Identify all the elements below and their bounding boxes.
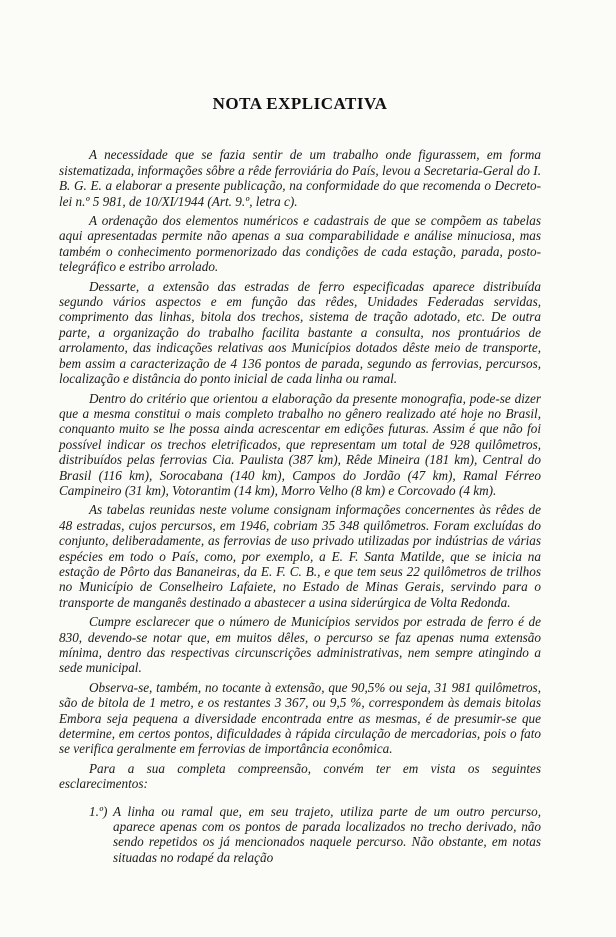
paragraph-6: Cumpre esclarecer que o número de Municípios servidos por estrada de ferro é de 830, devendo-se notar que, em muitos dêles, o percurso se faz apenas numa extensão mínima, dentro das respectivas circunscrições administrativas, nem sempre atingindo a sede municipal. (59, 614, 541, 676)
list-item-text: A linha ou ramal que, em seu trajeto, utiliza parte de um outro percurso, aparece apenas com os pontos de parada localizados no trecho derivado, não sendo repetidos os já mencionados naquele percurso. Não obstante, em notas situadas no rodapé da relação (113, 803, 541, 865)
paragraph-8: Para a sua completa compreensão, convém ter em vista os seguintes esclarecimentos: (59, 760, 541, 792)
paragraph-5: As tabelas reunidas neste volume consignam informações concernentes às rêdes de 48 estradas, cujos percursos, em 1946, cobriam 35 348 quilômetros. Foram excluídas do conjunto, deliberadamente, as ferrovias de uso privado utilizadas por indústrias de várias espécies em todo o País, como, por exemplo, a E. F. Santa Matilde, que se inicia na estação de Pôrto das Bananeiras, da E. F. C. B., e que tem seus 22 quilômetros de trilhos no Município de Conselheiro Lafaiete, no Estado de Minas Gerais, servindo para o transporte de manganês destinado a abastecer a usina siderúrgica de Volta Redonda. (59, 502, 541, 610)
paragraph-7: Observa-se, também, no tocante à extensão, que 90,5% ou seja, 31 981 quilômetros, são de bitola de 1 metro, e os restantes 3 367, ou 9,5 %, correspondem às demais bitolas Embora seja pequena a diversidade encontrada entre as mesmas, é de presumir-se que determine, em certos pontos, dificuldades à rápida circulação de mercadorias, pois o fato se verifica geralmente em ferrovias de importância econômica. (59, 679, 541, 757)
paragraph-2: A ordenação dos elementos numéricos e cadastrais de que se compõem as tabelas aqui apresentadas permite não apenas a sua comparabilidade e análise minuciosa, mas também o conhecimento pormenorizado das condições de cada estação, parada, posto-telegráfico e estribo arrolado. (59, 213, 541, 275)
document-title: NOTA EXPLICATIVA (212, 94, 388, 113)
document-page (59, 96, 541, 865)
paragraph-1: A necessidade que se fazia sentir de um trabalho onde figurassem, em forma sistematizada, informações sôbre a rêde ferroviária do País, levou a Secretaria-Geral do I. B. G. E. a elaborar a presente publicação, na conformidade do que recomenda o Decreto-lei n.º 5 981, de 10/XI/1944 (Art. 9.º, letra c). (59, 147, 541, 209)
list-item-number: 1.º) (89, 803, 108, 819)
paragraph-3: Dessarte, a extensão das estradas de ferro especificadas aparece distribuída segundo vários aspectos e em função das rêdes, Unidades Federadas servidas, comprimento das linhas, bitola dos trechos, sistema de tração adotado, etc. De outra parte, a organização do trabalho facilita bastante a consulta, nos prontuários de arrolamento, das indicações relativas aos Municípios dotados dêste meio de transporte, bem assim a caracterização de 4 136 pontos de parada, segundo as ferrovias, percursos, localização e distância do ponto inicial de cada linha ou ramal. (59, 278, 541, 387)
list-item-1 (59, 804, 541, 866)
paragraph-4: Dentro do critério que orientou a elaboração da presente monografia, pode-se dizer que a mesma constitui o mais completo trabalho no gênero realizado até hoje no Brasil, conquanto muito se lhe possa ainda acrescentar em edições futuras. Assim é que não foi possível indicar os trechos eletrificados, que representam um total de 928 quilômetros, distribuídos pelas ferrovias Cia. Paulista (387 km), Rêde Mineira (181 km), Central do Brasil (116 km), Sorocabana (140 km), Campos do Jordão (47 km), Ramal Férreo Campineiro (31 km), Votorantim (14 km), Morro Velho (8 km) e Corcovado (4 km). (59, 390, 541, 498)
